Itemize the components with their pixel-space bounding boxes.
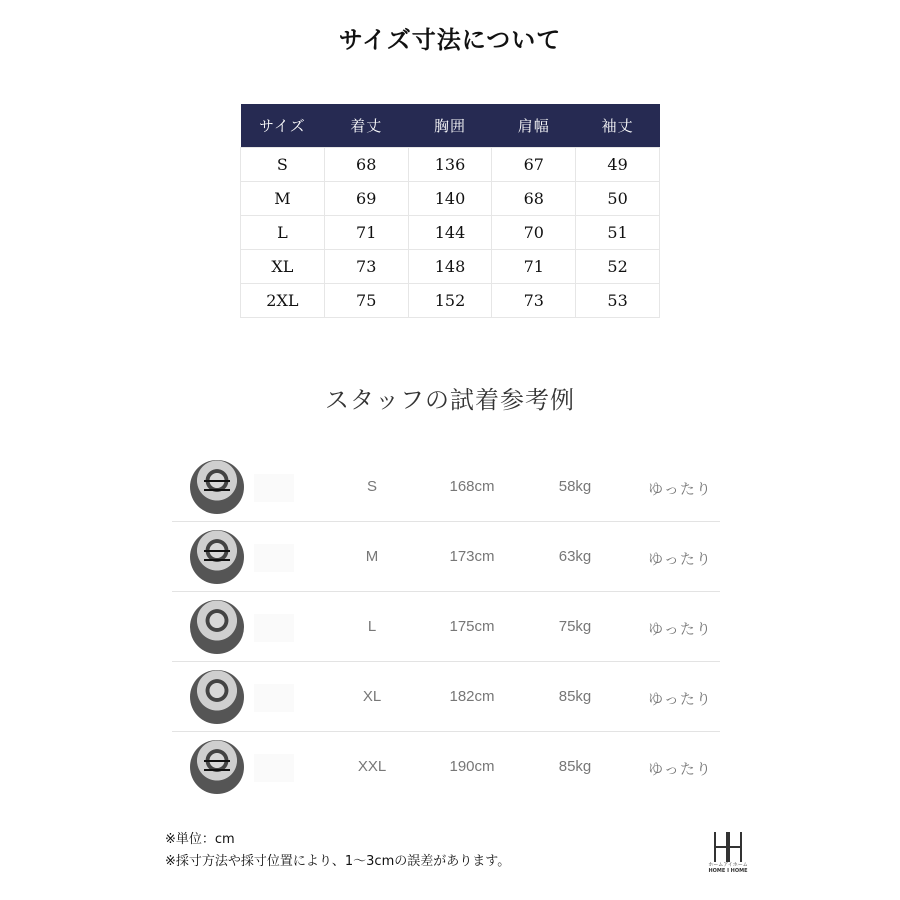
logo-text-kana: ホームアイホーム [708, 862, 748, 868]
staff-size: L [367, 618, 377, 635]
staff-section-title: スタッフの試着参考例 [325, 386, 575, 414]
table-row [241, 182, 660, 216]
glasses-shape [204, 550, 230, 561]
table-cell: 67 [492, 148, 576, 182]
blank-placeholder [254, 754, 294, 782]
staff-weight: 85kg [558, 758, 592, 775]
table-row [241, 148, 660, 182]
blank-placeholder [254, 544, 294, 572]
table-cell: 73 [492, 284, 576, 318]
staff-list [172, 452, 720, 801]
staff-size: S [366, 478, 377, 495]
table-cell: 49 [576, 148, 660, 182]
blank-placeholder [254, 684, 294, 712]
staff-weight: 63kg [558, 548, 592, 565]
staff-fit: ゆったり [648, 480, 712, 498]
staff-avatar [190, 460, 244, 514]
staff-row [172, 592, 720, 662]
staff-weight: 58kg [558, 478, 592, 495]
header-shoulder: 肩幅 [492, 104, 576, 148]
staff-height: 190cm [449, 758, 495, 775]
table-cell: 136 [408, 148, 492, 182]
logo-text-latin: HOME I HOME [708, 868, 748, 874]
header-length: 着丈 [324, 104, 408, 148]
table-cell: M [241, 182, 325, 216]
blank-placeholder [254, 474, 294, 502]
glasses-shape [204, 480, 230, 491]
size-table [240, 104, 660, 318]
page-title: サイズ寸法について [338, 26, 562, 54]
header-size: サイズ [241, 104, 325, 148]
staff-fit: ゆったり [648, 550, 712, 568]
table-cell: 52 [576, 250, 660, 284]
table-cell: 51 [576, 216, 660, 250]
header-sleeve: 袖丈 [576, 104, 660, 148]
staff-height: 182cm [449, 688, 495, 705]
glasses-shape [204, 760, 230, 771]
table-row [241, 284, 660, 318]
table-cell: 71 [492, 250, 576, 284]
staff-row [172, 732, 720, 801]
size-table-header-row [241, 104, 660, 148]
staff-weight: 75kg [558, 618, 592, 635]
staff-avatar [190, 670, 244, 724]
table-cell: 50 [576, 182, 660, 216]
table-cell: 140 [408, 182, 492, 216]
staff-size: M [365, 548, 379, 565]
staff-height: 175cm [449, 618, 495, 635]
logo-mark-icon [711, 832, 745, 862]
staff-avatar [190, 530, 244, 584]
note-unit: ※単位：cm [165, 832, 235, 847]
table-cell: 53 [576, 284, 660, 318]
staff-height: 173cm [449, 548, 495, 565]
staff-size: XL [362, 688, 382, 705]
note-tolerance: ※採寸方法や採寸位置により、1～3cmの誤差があります。 [165, 854, 511, 869]
table-cell: 144 [408, 216, 492, 250]
table-cell: 148 [408, 250, 492, 284]
header-chest: 胸囲 [408, 104, 492, 148]
table-cell: XL [241, 250, 325, 284]
notes [165, 829, 510, 873]
brand-logo [706, 832, 750, 874]
table-cell: 70 [492, 216, 576, 250]
table-row [241, 216, 660, 250]
staff-row [172, 452, 720, 522]
staff-fit: ゆったり [648, 690, 712, 708]
table-cell: L [241, 216, 325, 250]
table-cell: 75 [324, 284, 408, 318]
table-cell: 68 [492, 182, 576, 216]
staff-size: XXL [357, 758, 387, 775]
table-row [241, 250, 660, 284]
blank-placeholder [254, 614, 294, 642]
staff-weight: 85kg [558, 688, 592, 705]
staff-row [172, 662, 720, 732]
table-cell: S [241, 148, 325, 182]
staff-height: 168cm [449, 478, 495, 495]
table-cell: 2XL [241, 284, 325, 318]
staff-fit: ゆったり [648, 760, 712, 778]
table-cell: 68 [324, 148, 408, 182]
staff-avatar [190, 600, 244, 654]
table-cell: 152 [408, 284, 492, 318]
staff-fit: ゆったり [648, 620, 712, 638]
staff-avatar [190, 740, 244, 794]
staff-row [172, 522, 720, 592]
table-cell: 71 [324, 216, 408, 250]
table-cell: 69 [324, 182, 408, 216]
table-cell: 73 [324, 250, 408, 284]
